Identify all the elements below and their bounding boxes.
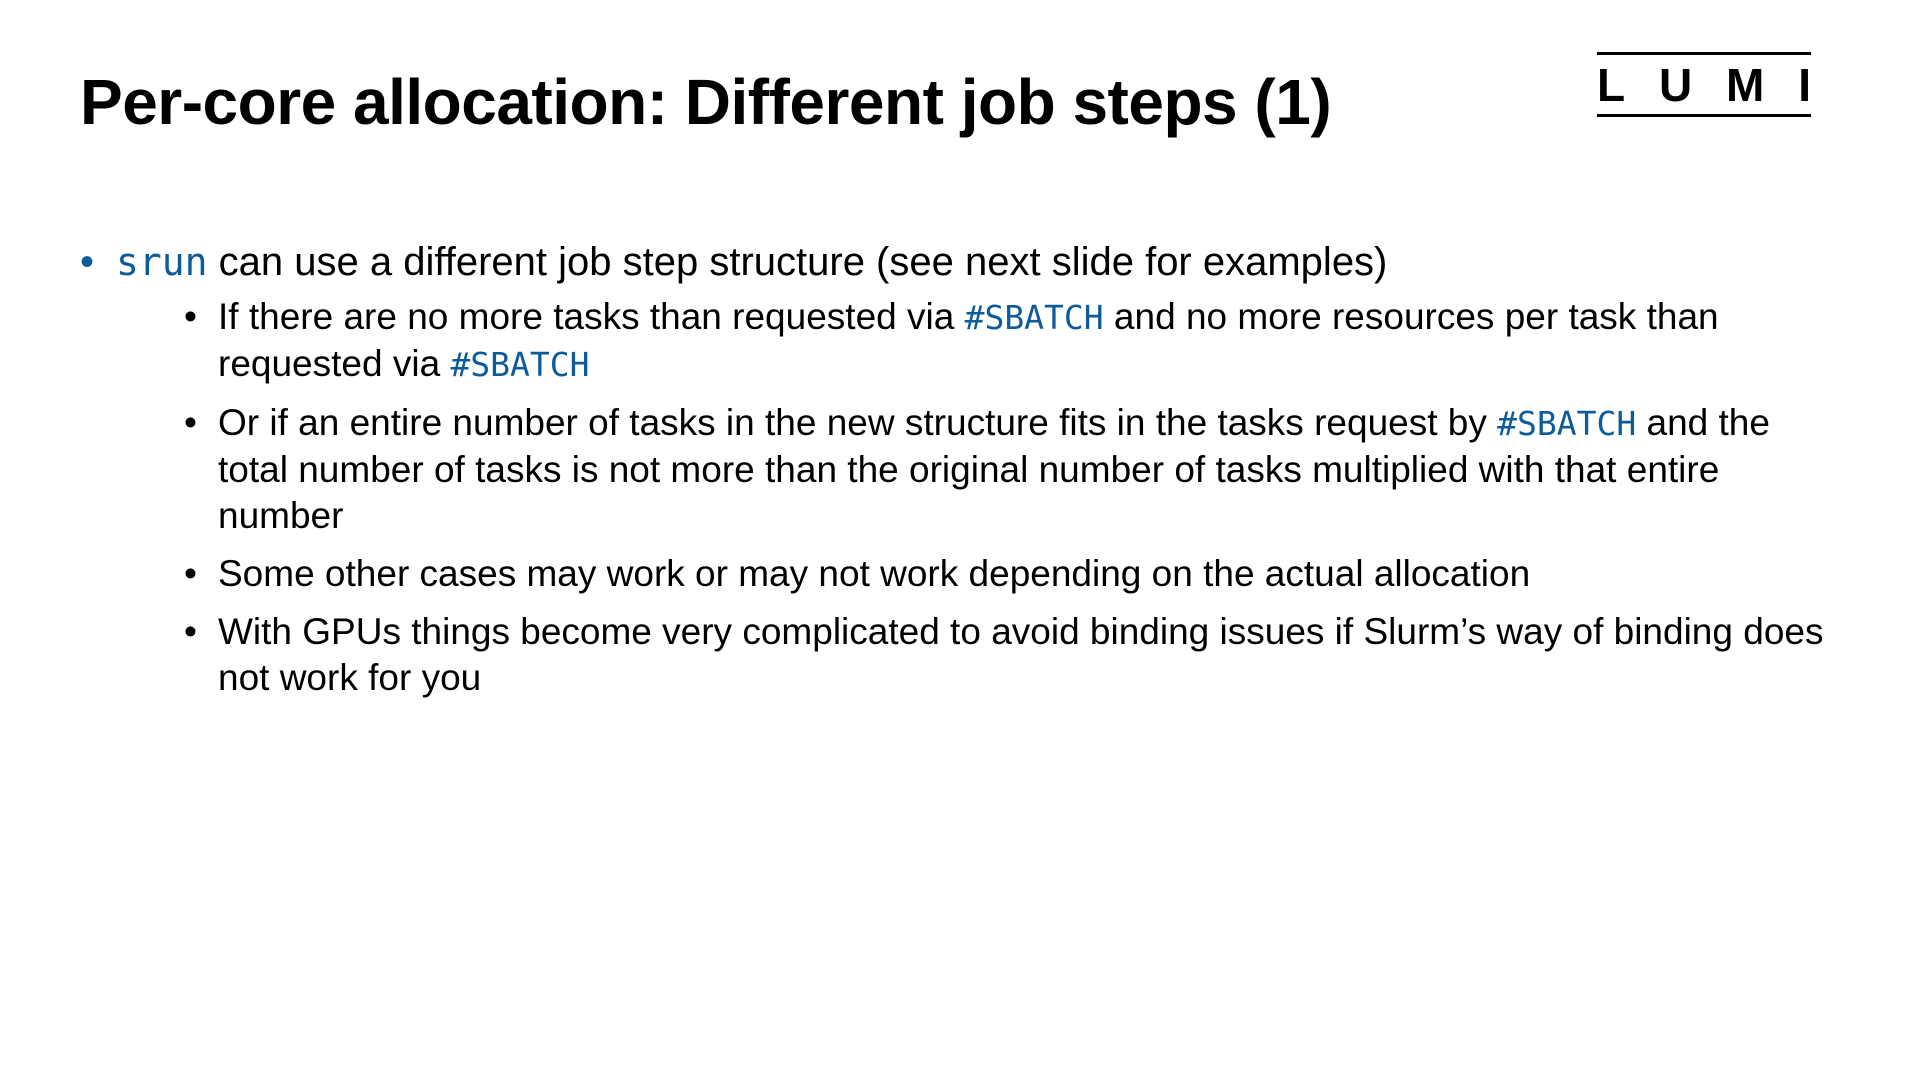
logo-letter-i: I	[1798, 59, 1811, 111]
sub-bullet-3	[184, 551, 1840, 597]
sub-bullet-2	[184, 400, 1840, 539]
sub-bullet-marker: •	[184, 296, 197, 337]
bullet-marker: •	[80, 240, 95, 284]
slide-content	[80, 236, 1840, 713]
code-sbatch: #SBATCH	[1497, 404, 1637, 443]
logo-wordmark	[1597, 61, 1811, 109]
sub-bullet-text: and the total number of tasks is not more than the original number of tasks multiplied with that entire number	[218, 402, 1770, 536]
sub-bullet-marker: •	[184, 402, 197, 443]
logo-letter-l: L	[1597, 59, 1626, 111]
sub-bullet-list	[116, 294, 1840, 701]
code-sbatch: #SBATCH	[964, 298, 1104, 337]
lumi-logo	[1597, 52, 1811, 118]
logo-top-rule	[1597, 52, 1811, 55]
code-sbatch: #SBATCH	[450, 345, 590, 384]
sub-bullet-text: If there are no more tasks than requested via	[218, 296, 965, 337]
logo-letter-m: M	[1726, 59, 1765, 111]
bullet-text: can use a different job step structure (see next slide for examples)	[207, 240, 1388, 284]
sub-bullet-text: Some other cases may work or may not work depending on the actual allocation	[218, 553, 1531, 594]
logo-bottom-rule	[1597, 114, 1811, 117]
sub-bullet-marker: •	[184, 611, 197, 652]
sub-bullet-text: With GPUs things become very complicated to avoid binding issues if Slurm’s way of binding does not work for you	[218, 611, 1824, 698]
bullet-srun	[80, 236, 1840, 701]
code-srun: srun	[116, 240, 208, 284]
logo-letter-u: U	[1658, 59, 1693, 111]
sub-bullet-4	[184, 609, 1840, 701]
slide-title: Per-core allocation: Different job steps (1)	[80, 66, 1332, 138]
sub-bullet-1	[184, 294, 1840, 388]
sub-bullet-text: and no more resources per task than requested via	[218, 296, 1719, 384]
sub-bullet-marker: •	[184, 553, 197, 594]
bullet-list	[80, 236, 1840, 701]
sub-bullet-text: Or if an entire number of tasks in the new structure fits in the tasks request by	[218, 402, 1498, 443]
